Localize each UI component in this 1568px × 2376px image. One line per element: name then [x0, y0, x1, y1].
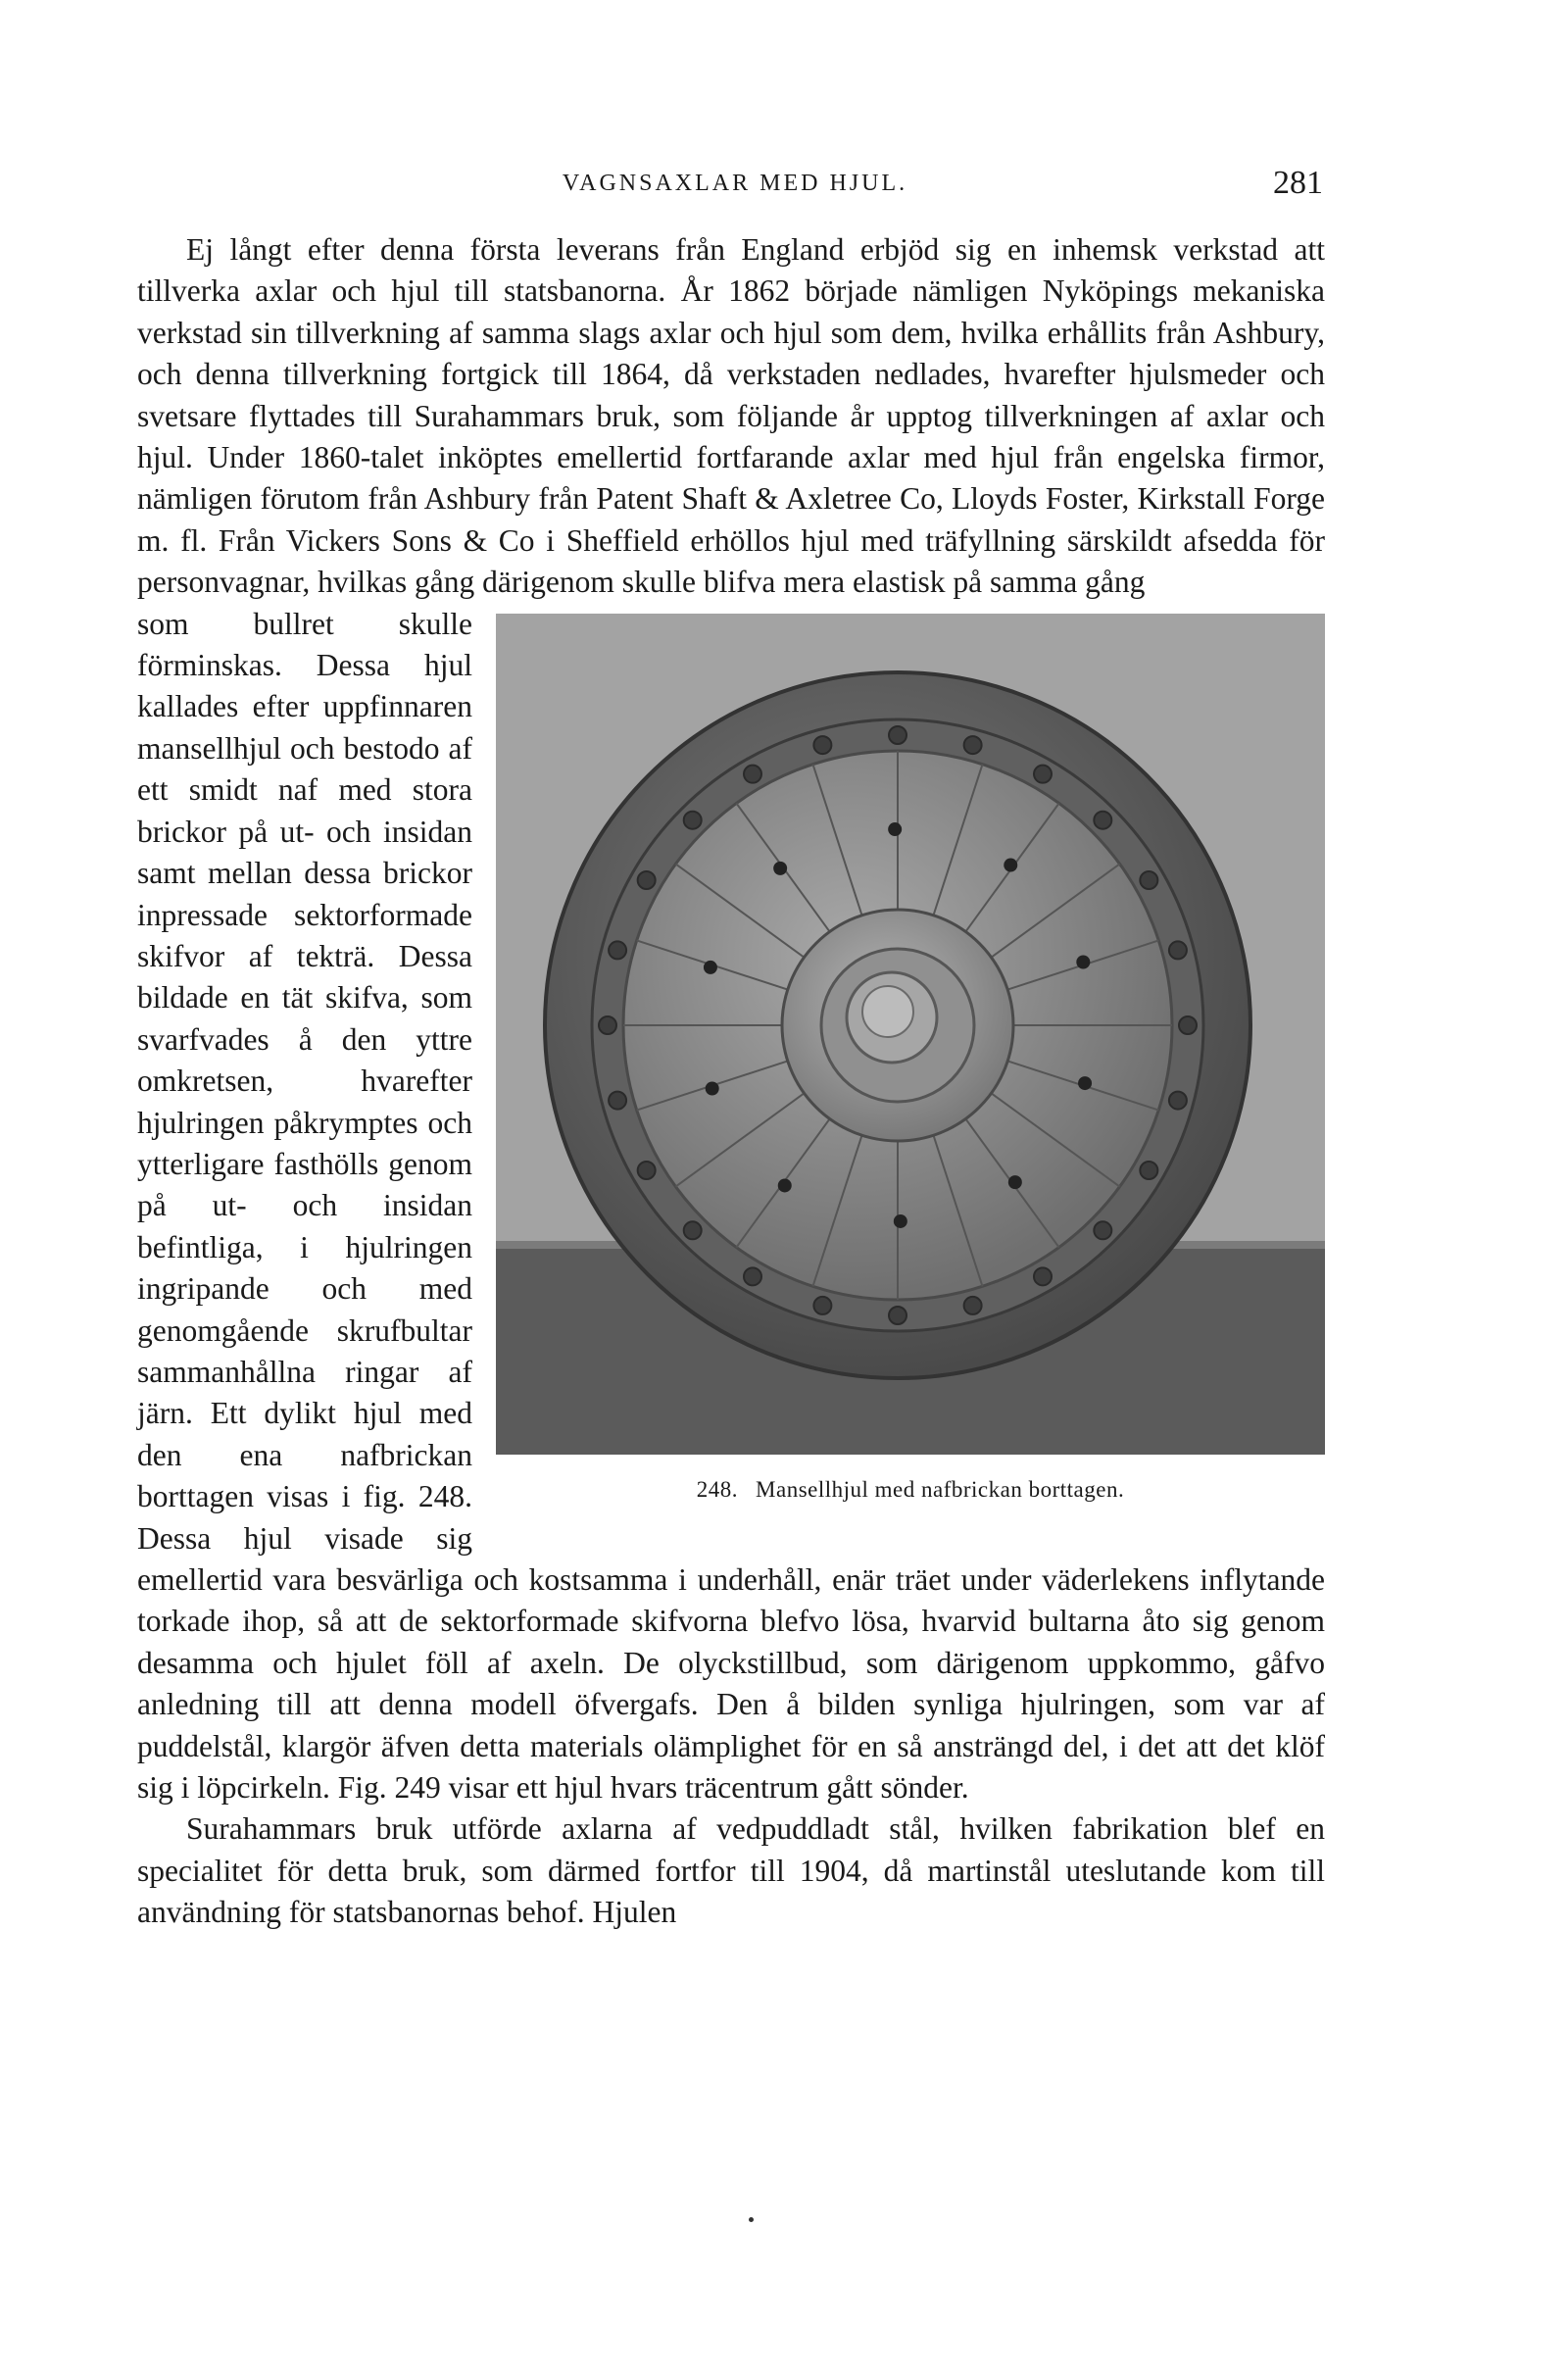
figure-248	[496, 614, 1325, 1513]
wheel-photograph	[496, 614, 1325, 1455]
inner-bolt	[1078, 1076, 1092, 1090]
wheel-illustration	[496, 614, 1325, 1455]
rim-bolt	[1169, 941, 1187, 959]
rim-bolt	[964, 736, 982, 754]
rim-bolt	[609, 1091, 626, 1109]
rim-bolt	[1140, 1162, 1157, 1179]
rim-bolt	[638, 871, 656, 889]
rim-bolt	[684, 811, 702, 828]
rim-bolt	[1034, 765, 1052, 782]
inner-bolt	[1076, 955, 1090, 968]
running-title: VAGNSAXLAR MED HJUL.	[562, 171, 908, 196]
rim-bolt	[1179, 1016, 1197, 1034]
rim-bolt	[684, 1221, 702, 1239]
running-head	[137, 165, 1333, 204]
inner-bolt	[706, 1081, 719, 1095]
axle-centre	[862, 986, 913, 1037]
rim-bolt	[813, 1297, 831, 1314]
paragraph-2: som bullret skulle förminskas. Dessa hjul kallades efter uppfinnaren mansellhjul och bestodo af ett smidt naf med stora brickor på ut- och insidan samt mellan dessa brickor inpressade sektorformade skifvor af tekträ. Dessa bildade en tät skifva, som svarfvades å den yttre omkretsen, hvarefter hjulringen påkrymptes och ytterligare fasthölls genom på ut- och insidan befintliga, i hjulringen ingripande och med genomgående skrufbultar sammanhållna ringar af järn. Ett dylikt hjul med den ena nafbrickan borttagen visas i fig. 248. Dessa hjul visade sig emellertid vara besvärliga och kostsamma i underhåll, enär träet under väderlekens inflytande torkade ihop, så att de sektorformade skifvorna blefvo lösa, hvarvid bultarna åto sig genom desamma och hjulet föll af axeln. De olyckstillbud, som därigenom uppkommo, gåfvo anledning till att denna modell öfvergafs. Den å bilden synliga hjulringen, som var af puddelstål, klargör äfven detta materials olämplighet för en så ansträngd del, i det att det klöf sig i löpcirkeln. Fig. 249 visar ett hjul hvars träcentrum gått sönder.	[137, 606, 1325, 1806]
rim-bolt	[638, 1162, 656, 1179]
rim-bolt	[1169, 1091, 1187, 1109]
rim-bolt	[1094, 1221, 1111, 1239]
inner-bolt	[773, 862, 787, 875]
rim-bolt	[964, 1297, 982, 1314]
page-number: 281	[1273, 165, 1323, 201]
rim-bolt	[1094, 811, 1111, 828]
rim-bolt	[609, 941, 626, 959]
inner-bolt	[888, 822, 902, 836]
inner-bolt	[1004, 858, 1017, 871]
inner-bolt	[778, 1178, 792, 1192]
inner-bolt	[1008, 1175, 1022, 1189]
rim-bolt	[889, 726, 906, 744]
rim-bolt	[744, 1267, 761, 1285]
rim-bolt	[889, 1307, 906, 1324]
rim-bolt	[1034, 1267, 1052, 1285]
rim-bolt	[813, 736, 831, 754]
figure-number: 248.	[696, 1476, 739, 1502]
rim-bolt	[599, 1016, 616, 1034]
paragraph-1: Ej långt efter denna första leverans från England erbjöd sig en inhemsk verkstad att tillverka axlar och hjul till statsbanorna. År 1862 började nämligen Nyköpings mekaniska verkstad sin tillverkning af samma slags axlar och hjul som dem, hvilka erhållits från Ashbury, och denna tillverkning fortgick till 1864, då verkstaden nedlades, hvarefter hjulsmeder och svetsare flyttades till Surahammars bruk, som följande år upptog tillverkningen af axlar och hjul. Under 1860-talet inköptes emellertid fortfarande axlar med hjul från engelska firmor, nämligen förutom från Ashbury från Patent Shaft & Axletree Co, Lloyds Foster, Kirkstall Forge m. fl. Från Vickers Sons & Co i Sheffield erhöllos hjul med träfyllning särskildt afsedda för personvagnar, hvilkas gång därigenom skulle blifva mera elastisk på samma gång	[137, 232, 1325, 600]
stray-ink-mark	[749, 2217, 754, 2222]
figure-caption	[496, 1476, 1325, 1504]
rim-bolt	[1140, 871, 1157, 889]
paragraph-3: Surahammars bruk utförde axlarna af vedpuddladt stål, hvilken fabrikation blef en specialitet för detta bruk, som därmed fortfor till 1904, då martinstål uteslutande kom till användning för statsbanornas behof. Hjulen	[137, 1811, 1325, 1930]
inner-bolt	[704, 961, 717, 974]
figure-caption-text: Mansellhjul med nafbrickan borttagen.	[756, 1476, 1125, 1502]
inner-bolt	[894, 1214, 907, 1228]
body-text	[137, 229, 1325, 1934]
rim-bolt	[744, 765, 761, 782]
